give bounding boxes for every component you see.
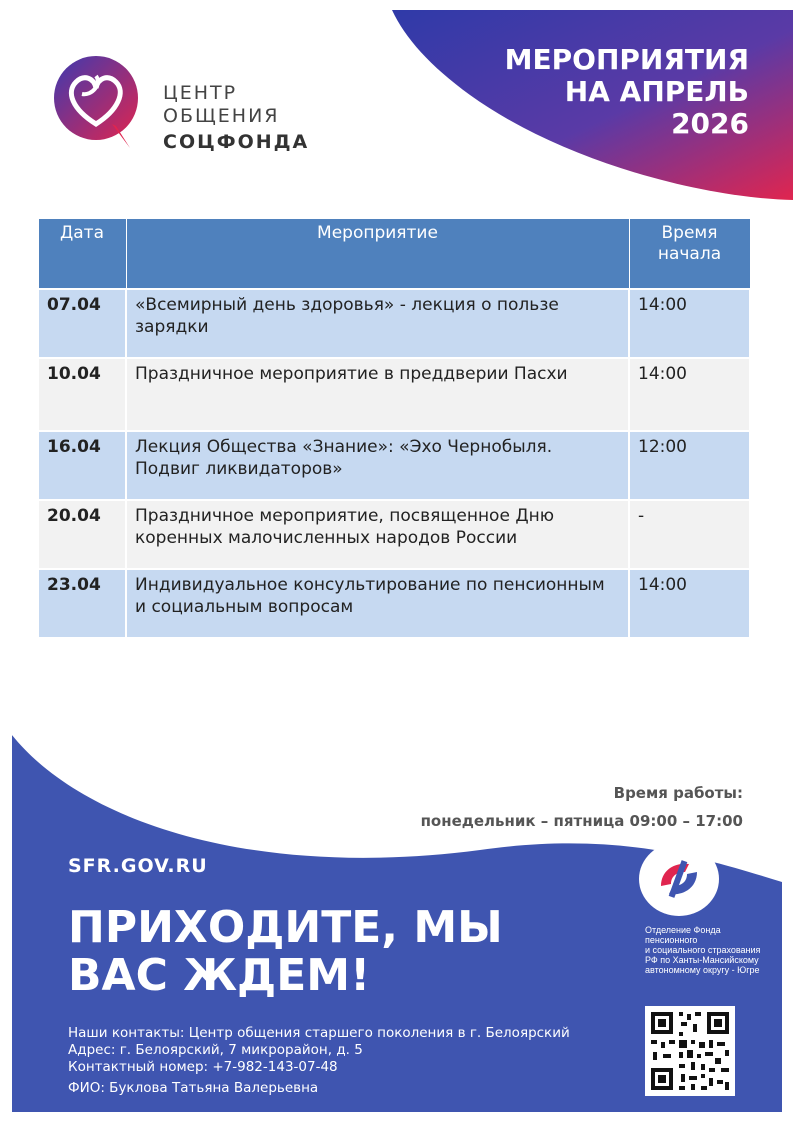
table-row <box>38 358 750 431</box>
sfr-caption-line5: автономному округу - Югре <box>645 965 760 975</box>
title-line2: НА АПРЕЛЬ <box>564 75 749 108</box>
table-row <box>38 289 750 358</box>
site-link[interactable]: SFR.GOV.RU <box>68 855 208 877</box>
qr-code-icon[interactable] <box>645 1006 735 1096</box>
working-hours-title: Время работы: <box>613 784 743 802</box>
header-time: Время начала <box>629 219 750 289</box>
header-date: Дата <box>38 219 126 289</box>
cell-time: - <box>629 500 750 569</box>
cell-event: Праздничное мероприятие, посвященное Дню коренных малочисленных народов России <box>126 500 629 569</box>
slogan-line1: ПРИХОДИТЕ, МЫ <box>68 902 503 953</box>
sfr-caption-line4: РФ по Ханты-Мансийскому <box>645 955 759 965</box>
page-title <box>505 44 749 140</box>
title-line1: МЕРОПРИЯТИЯ <box>504 43 749 76</box>
contacts-block <box>68 1025 570 1097</box>
cell-event <box>126 431 629 500</box>
cell-date: 07.04 <box>38 289 126 358</box>
cell-time: 14:00 <box>629 358 750 431</box>
contacts-person: ФИО: Буклова Татьяна Валерьевна <box>68 1080 319 1096</box>
table-row <box>38 431 750 500</box>
cell-date: 23.04 <box>38 569 126 638</box>
contacts-address: Адрес: г. Белоярский, 7 микрорайон, д. 5 <box>68 1042 363 1058</box>
slogan <box>68 904 503 1000</box>
heart-chat-logo-icon <box>52 54 148 150</box>
slogan-line2: ВАС ЖДЕМ! <box>68 950 371 1001</box>
cell-event: Индивидуальное консультирование по пенсионным и социальным вопросам <box>126 569 629 638</box>
cell-event: «Всемирный день здоровья» - лекция о пользе зарядки <box>126 289 629 358</box>
logo-text-line2: ОБЩЕНИЯ <box>163 105 280 127</box>
title-line3: 2026 <box>671 107 749 140</box>
working-hours: понедельник – пятница 09:00 – 17:00 <box>420 812 743 830</box>
logo-text-line3: СОЦФОНДА <box>163 131 310 153</box>
table-header-row <box>38 219 750 289</box>
cell-event-text: Лекция Общества «Знание»: «Эхо Чернобыля. Подвиг ликвидаторов» <box>135 436 553 479</box>
cell-time: 14:00 <box>629 289 750 358</box>
header-event: Мероприятие <box>126 219 629 289</box>
sfr-logo-icon <box>639 842 719 916</box>
sfr-caption-line1: Отделение Фонда <box>645 925 721 935</box>
cell-time: 12:00 <box>629 431 750 500</box>
cell-date: 10.04 <box>38 358 126 431</box>
sfr-caption-line2: пенсионного <box>645 935 698 945</box>
sfr-caption-line3: и социального страхования <box>645 945 761 955</box>
cell-event: Праздничное мероприятие в преддверии Пасхи <box>126 358 629 431</box>
logo-text-line1: ЦЕНТР <box>163 82 238 104</box>
table-row <box>38 500 750 569</box>
table-row <box>38 569 750 638</box>
contacts-org: Наши контакты: Центр общения старшего поколения в г. Белоярский <box>68 1025 570 1041</box>
cell-date: 20.04 <box>38 500 126 569</box>
sfr-caption <box>645 925 773 975</box>
contacts-phone: Контактный номер: +7-982-143-07-48 <box>68 1059 338 1075</box>
cell-date: 16.04 <box>38 431 126 500</box>
events-table <box>37 218 751 639</box>
cell-time: 14:00 <box>629 569 750 638</box>
